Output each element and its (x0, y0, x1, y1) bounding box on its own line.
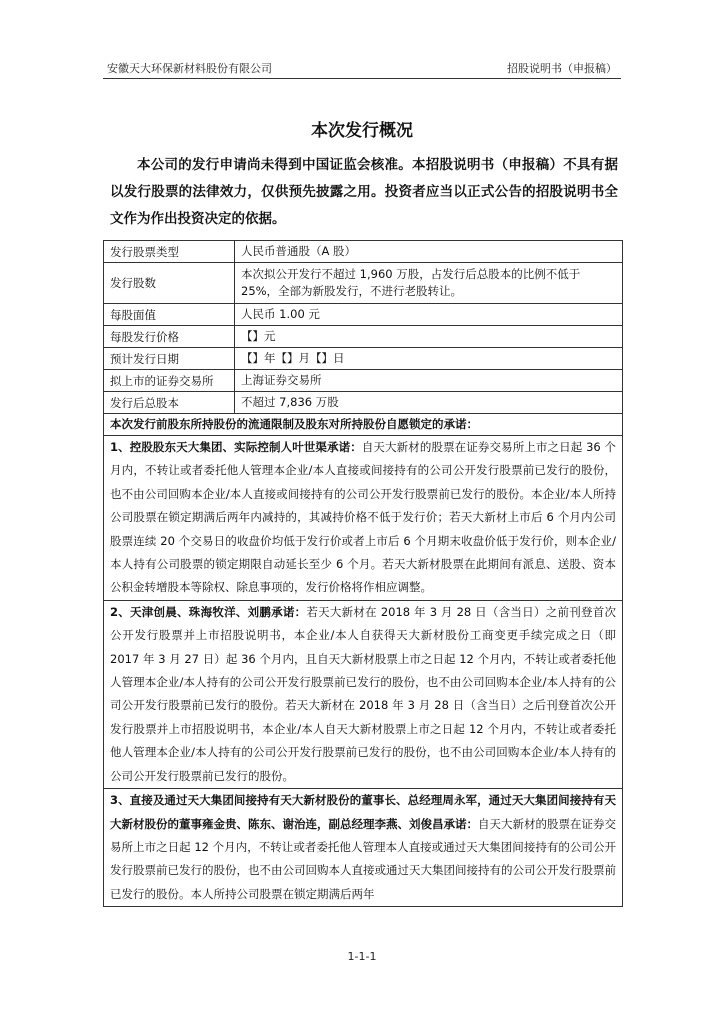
table-row (104, 600, 623, 788)
commitment-text: 自天大新材的股票在证券交易所上市之日起 12 个月内，不转让或者委托他人管理本人直接或通过天大集团间接持有的公司公开发行股票前已发行的股份，也不由公司回购本人直接或通过天大集团间接持有的公司公开发行股票前已发行的股份。本人所持公司股票在锁定期满后两年 (110, 816, 616, 901)
table-row (104, 326, 623, 348)
intro-paragraph: 本公司的发行申请尚未得到中国证监会核准。本招股说明书（申报稿）不具有据以发行股票的法律效力，仅供预先披露之用。投资者应当以正式公告的招股说明书全文作为作出投资决定的依据。 (110, 157, 618, 227)
table-row (104, 414, 623, 436)
table-row (104, 348, 623, 370)
table-row (104, 304, 623, 326)
commitment-lead: 2、天津创晨、珠海牧洋、刘鹏承诺： (110, 604, 307, 619)
table-row (104, 263, 623, 304)
section-title: 本次发行概况 (311, 121, 413, 141)
commitment-paragraph (104, 436, 623, 601)
table-row (104, 789, 623, 907)
commitment-lead: 1、控股股东天大集团、实际控制人叶世渠承诺： (110, 440, 362, 454)
table-row (104, 392, 623, 414)
row-value: 本次拟公开发行不超过 1,960 万股，占发行后总股本的比例不低于 25%，全部为新股发行，不进行老股转让。 (235, 263, 623, 304)
row-label: 预计发行日期 (104, 348, 235, 370)
commitment-paragraph (104, 600, 623, 788)
table-row (104, 241, 623, 263)
company-name: 安徽天大环保新材料股份有限公司 (107, 62, 272, 75)
row-label: 发行股数 (104, 263, 235, 304)
commitment-heading: 本次发行前股东所持股份的流通限制及股东对所持股份自愿锁定的承诺： (104, 414, 623, 436)
document-title: 招股说明书（申报稿） (507, 62, 617, 75)
page-header (103, 56, 621, 79)
table-row (104, 370, 623, 392)
offering-summary-table (103, 240, 623, 907)
row-value: 不超过 7,836 万股 (235, 392, 623, 414)
commitment-text: 自天大新材的股票在证券交易所上市之日起 36 个月内，不转让或者委托他人管理本企业/本人直接或间接持有的公司公开发行股票前已发行的股份，也不由公司回购本企业/本人直接或间接持有的公司公开发行股票前已发行的股份。本企业/本人所持公司股票在锁定期满后两年内减持的，其减持价格不低于发行价；若天大新材上市后 6 个月内公司股票连续 20 个交易日的收盘价均低于发行价或者上市后 6 个月期末收盘价低于发行价，则本企业/本人持有公司股票的锁定期限自动延长至少 6 个月。若天大新材股票在此期间有派息、送股、资本公积金转增股本等除权、除息事项的，发行价格将作相应调整。 (110, 440, 616, 595)
page-number: 1-1-1 (347, 950, 377, 963)
row-label: 发行股票类型 (104, 241, 235, 263)
commitment-paragraph (104, 789, 623, 907)
row-label: 拟上市的证券交易所 (104, 370, 235, 392)
row-value: 人民币 1.00 元 (235, 304, 623, 326)
row-value: 【】年【】月【】日 (235, 348, 623, 370)
row-value: 上海证券交易所 (235, 370, 623, 392)
commitment-lead: 3、直接及通过天大集团间接持有天大新材股份的董事长、总经理周永军，通过天大集团间接持有天大新材股份的董事雍金贵、陈东、谢治连，副总经理李燕、刘俊昌承诺： (110, 793, 616, 831)
table-row (104, 436, 623, 601)
row-value: 【】元 (235, 326, 623, 348)
row-label: 每股发行价格 (104, 326, 235, 348)
row-value: 人民币普通股（A 股） (235, 241, 623, 263)
row-label: 发行后总股本 (104, 392, 235, 414)
row-label: 每股面值 (104, 304, 235, 326)
commitment-text: 若天大新材在 2018 年 3 月 28 日（含当日）之前刊登首次公开发行股票并上市招股说明书，本企业/本人自获得天大新材股份工商变更手续完成之日（即 2017 年 3 月 27 日）起 36 个月内，且自天大新材股票上市之日起 12 个月内，不转让或者委托他人管理本企业/本人持有的公司公开发行股票前已发行的股份，也不由公司回购本企业/本人持有的公司公开发行股票前已发行的股份。若天大新材在 2018 年 3 月 28 日（含当日）之后刊登首次公开发行股票并上市招股说明书，本企业/本人自天大新材股票上市之日起 12 个月内，不转让或者委托他人管理本企业/本人持有的公司公开发行股票前已发行的股份，也不由公司回购本企业/本人持有的公司公开发行股票前已发行的股份。 (110, 604, 616, 783)
